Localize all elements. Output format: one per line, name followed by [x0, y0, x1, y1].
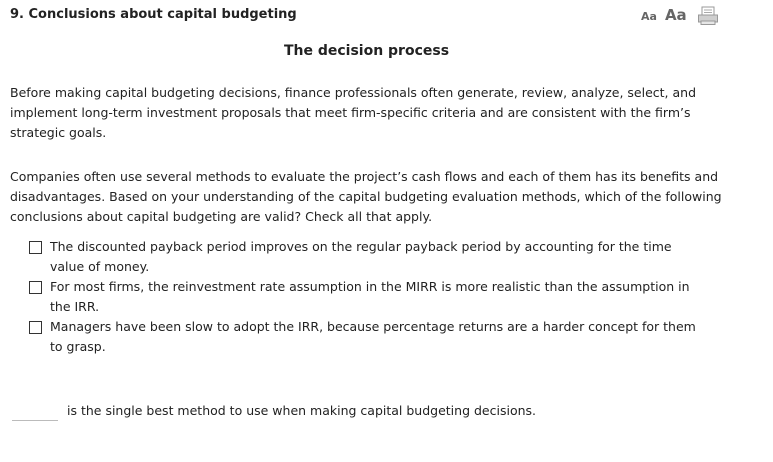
print-icon[interactable] — [697, 6, 719, 24]
fill-in-sentence: is the single best method to use when making capital budgeting decisions. — [67, 403, 536, 418]
font-controls — [641, 6, 719, 24]
section-heading: The decision process — [283, 43, 450, 59]
option-label: Managers have been slow to adopt the IRR, because percentage returns are a harder concept for them to grasp. — [50, 319, 696, 354]
checkbox[interactable] — [29, 241, 42, 254]
decrease-font-button[interactable]: Aa — [641, 10, 657, 23]
intro-paragraph: Before making capital budgeting decisions, finance professionals often generate, review, analyze, select, and implement long-term investment proposals that meet firm-specific criteria and are consistent with the firm’s strategic goals. — [10, 85, 697, 140]
option-label: For most firms, the reinvestment rate assumption in the MIRR is more realistic than the assumption in the IRR. — [50, 279, 690, 314]
option-label: The discounted payback period improves on the regular payback period by accounting for the time value of money. — [50, 239, 672, 274]
answer-option[interactable] — [29, 277, 709, 317]
answer-option[interactable] — [29, 237, 709, 277]
checkbox[interactable] — [29, 321, 42, 334]
answer-options — [29, 237, 709, 357]
answer-option[interactable] — [29, 317, 709, 357]
checkbox[interactable] — [29, 281, 42, 294]
question-paragraph: Companies often use several methods to evaluate the project’s cash flows and each of them has its benefits and disadvantages. Based on your understanding of the capital budgeting evaluation methods, which of the following conclusions about capital budgeting are valid? Check all that apply. — [10, 169, 722, 224]
print-icon-graphic — [697, 6, 719, 26]
fill-in-row — [12, 401, 536, 421]
increase-font-button[interactable]: Aa — [664, 6, 687, 24]
answer-dropdown-blank[interactable] — [12, 402, 58, 421]
question-title: 9. Conclusions about capital budgeting — [10, 7, 297, 22]
